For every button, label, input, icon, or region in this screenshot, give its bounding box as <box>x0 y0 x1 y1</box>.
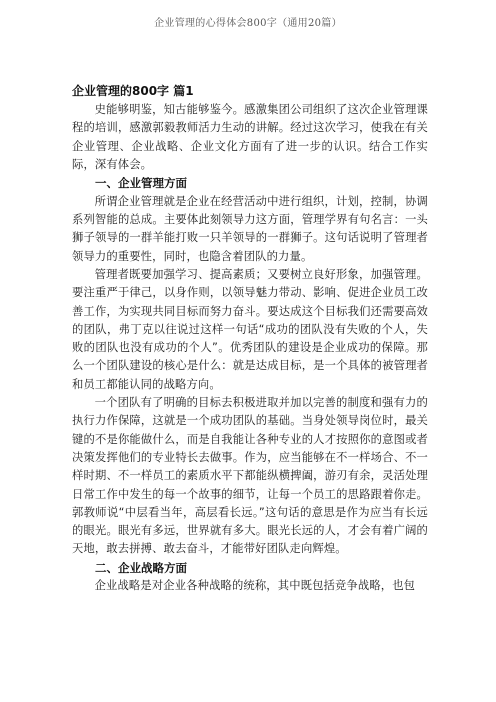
document-header-title: 企业管理的心得体会800字（通用20篇） <box>154 18 342 29</box>
article-body <box>72 82 428 596</box>
paragraph-strategy: 企业战略是对企业各种战略的统称，其中既包括竞争战略，也包 <box>94 579 416 593</box>
section-heading-management: 一、企业管理方面 <box>95 176 187 191</box>
paragraph-management-definition: 所谓企业管理就是企业在经营活动中进行组织，计划，控制，协调系列智能的总成。主要体此刻领导力这方面，管理学界有句名言：一头狮子领导的一群羊能打败一只羊领导的一群狮子。这句话说明了管理者领导力的重要性，同时，也隐含着团队的力量。 <box>72 194 428 263</box>
paragraph-management-leadership: 管理者既要加强学习、提高素质；又要树立良好形象，加强管理。要注重严于律己，以身作则，以领导魅力带动、影响、促进企业员工改善工作，为实现共同目标而努力奋斗。要达成这个目标我们还需要高效的团队，弗丁克以往说过这样一句话“成功的团队没有失败的个人，失败的团队也没有成功的个人”。优秀团队的建设是企业成功的保障。那么一个团队建设的核心是什么：就是达成目标，是一个具体的被管理者和员工都能认同的战略方向。 <box>72 267 428 391</box>
section-heading-strategy: 二、企业战略方面 <box>95 560 187 575</box>
paragraph-intro: 史能够明鉴，知古能够鉴今。感激集团公司组织了这次企业管理课程的培训，感激郭毅教师活力生动的讲解。经过这次学习，使我在有关企业管理、企业战略、企业文化方面有了进一步的认识。结合工作实际，深有体会。 <box>72 103 428 171</box>
article-title: 企业管理的800字 篇1 <box>72 84 194 98</box>
paragraph-management-team: 一个团队有了明确的目标去积极进取并加以完善的制度和强有力的执行力作保障，这就是一个成功团队的基础。当身处领导岗位时，最关键的不是你能做什么，而是自我能让各种专业的人才按照你的意图或者决策发挥他们的专业特长去做事。作为，应当能够在不一样场合、不一样时期、不一样员工的素质水平下都能纵横捭阖，游刃有余，灵活处理日常工作中发生的每一个故事的细节，让每一个员工的思路跟着你走。郭教师说“中层看当年，高层看长远。”这句话的意思是作为应当有长远的眼光。眼光有多远，世界就有多大。眼光长远的人，才会有着广阔的天地，敢去拼搏、敢去奋斗，才能带好团队走向辉煌。 <box>72 396 428 556</box>
